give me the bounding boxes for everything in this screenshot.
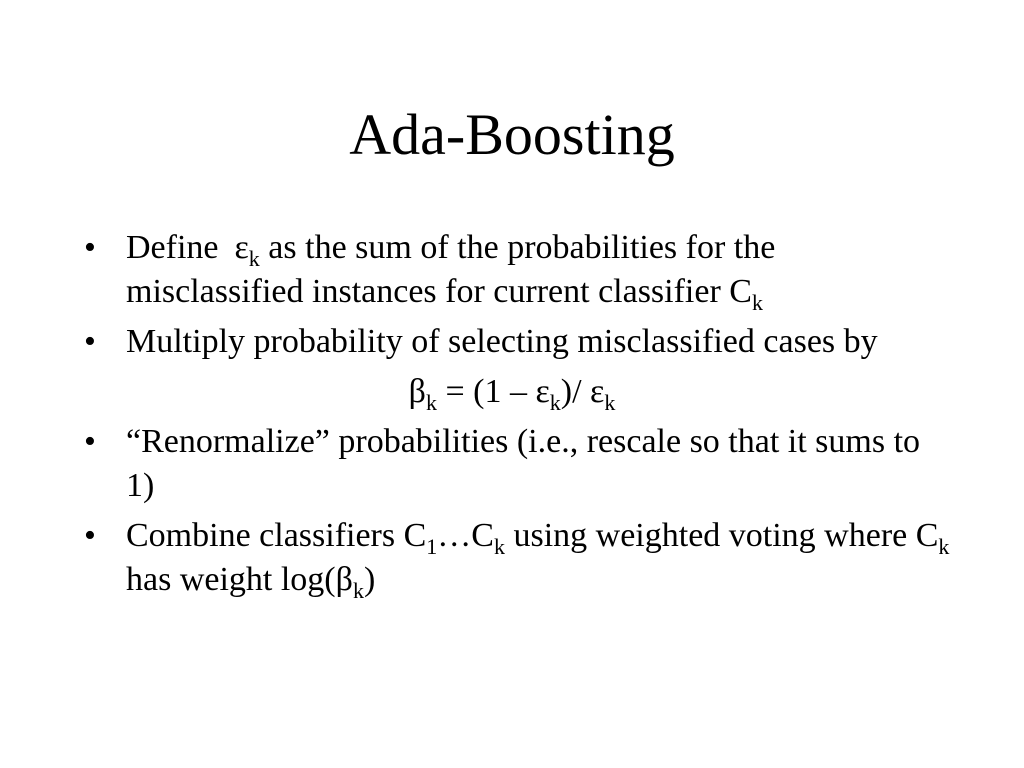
bullet-list [0,226,1024,608]
bullet-text: …C [437,517,494,554]
bullet-dot-icon: • [84,423,96,460]
bullet-text: Combine classifiers C [126,517,427,554]
subscript-k: k [352,578,364,603]
bullet-text: Multiply probability of selecting misclassified cases by [126,323,878,360]
bullet-define-epsilon [0,226,1024,314]
bullet-dot-icon: • [84,323,96,360]
bullet-text: as the sum of the probabilities for the misclassified instances for current classifier C [126,229,776,310]
subscript-k: k [425,390,437,415]
formula-text: = (1 – ε [436,373,550,410]
bullet-multiply-probability [0,320,1024,364]
bullet-text: using weighted voting where C [504,517,939,554]
subscript-1: 1 [426,534,438,559]
bullet-combine-classifiers [0,514,1024,602]
subscript-k: k [751,290,763,315]
bullet-text: has weight log(β [126,561,353,598]
bullet-renormalize [0,420,1024,508]
slide-title: Ada-Boosting [349,102,675,167]
bullet-text: ) [363,561,376,598]
subscript-k: k [604,390,616,415]
formula-text: )/ ε [560,373,605,410]
epsilon-symbol: ε [234,229,249,266]
beta-formula [0,370,1024,414]
beta-symbol: β [408,373,426,410]
subscript-k: k [493,534,505,559]
subscript-k: k [549,390,561,415]
bullet-dot-icon: • [84,517,96,554]
subscript-k: k [938,534,950,559]
bullet-text: “Renormalize” probabilities (i.e., rescale so that it sums to 1) [126,423,921,504]
bullet-dot-icon: • [84,229,96,266]
bullet-text: Define [126,229,219,266]
subscript-k: k [248,246,260,271]
